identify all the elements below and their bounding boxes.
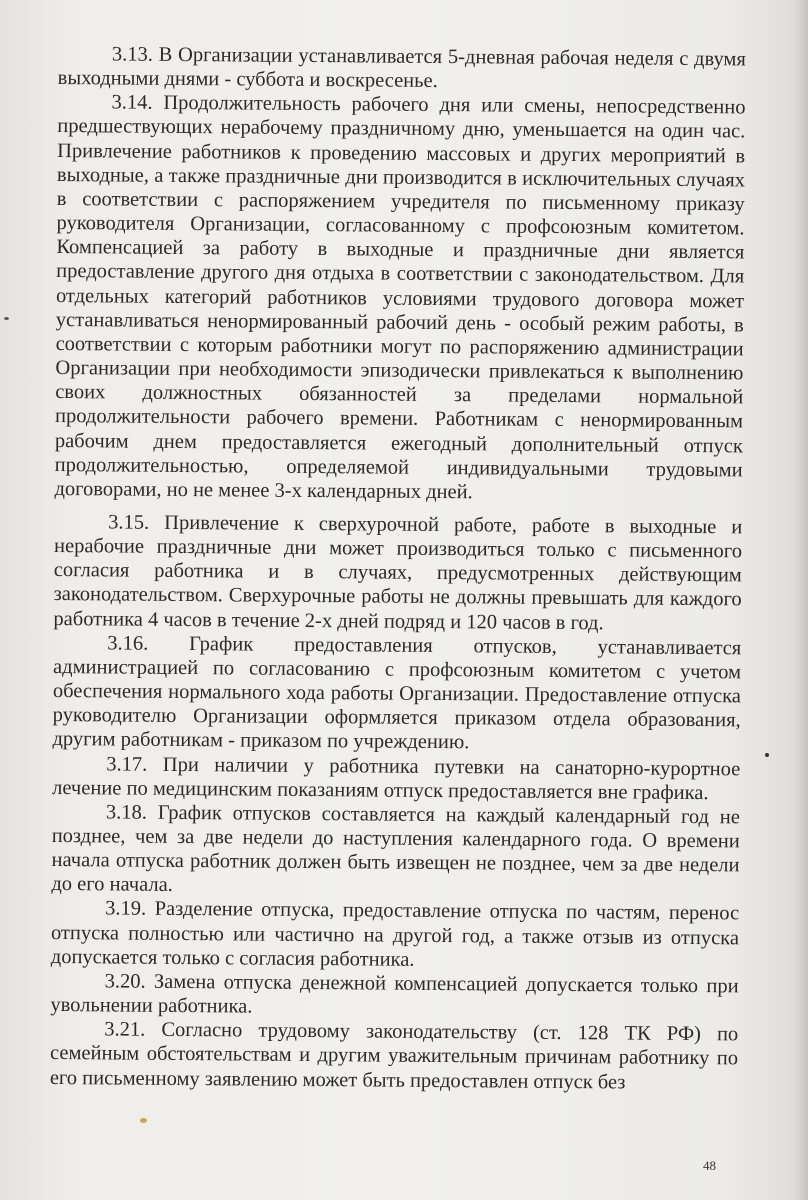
paragraph-3-18: 3.18. График отпусков составляется на каждый календарный год не позднее, чем за две недели до наступления календарного года. О времени начала отпуска работник должен быть извещен не позднее, чем за две недели до его начала. [51, 801, 741, 897]
paragraph-3-13: 3.13. В Организации устанавливается 5-дневная рабочая неделя с двумя выходными днями - суббота и воскресенье. [57, 43, 746, 93]
paragraph-3-15: 3.15. Привлечение к сверхурочной работе, работе в выходные и нерабочие праздничные дни может производиться только с письменного согласия работника и в случаях, предусмотренных действующим законодательством. Сверхурочные работы не должны превышать для каждого работника 4 часов в течение 2-х дней подряд и 120 часов в год. [53, 511, 743, 634]
scan-speck [140, 1118, 147, 1123]
scan-speck [765, 753, 769, 757]
scan-speck [4, 317, 9, 320]
document-body [50, 42, 746, 1095]
paragraph-3-20: 3.20. Замена отпуска денежной компенсацией допускается только при увольнении работника. [50, 970, 739, 1018]
paragraph-3-14: 3.14. Продолжительность рабочего дня или смены, непосредственно предшествующих нерабочему праздничному дню, уменьшается на один час. Привлечение работников к проведению массовых и других мероприятий в выходные, а также праздничные дни производится в исключительных случаях в соответствии с распоряжением учредителя по письменному приказу руководителя Организации, согласованному с профсоюзным комитетом. Компенсацией за работу в выходные и праздничные дни является предоставление другого дня отдыха в соответствии с законодательством. Для отдельных категорий работников условиями трудового договора может устанавливаться ненормированный рабочий день - особый режим работы, в соответствии с которым работники могут по распоряжению администрации Организации при необходимости эпизодически привлекаться к выполнению своих должностных обязанностей за пределами нормальной продолжительности рабочего времени. Работникам с ненормированным рабочим днем предоставляется ежегодный дополнительный отпуск продолжительностью, определяемой индивидуальными трудовыми договорами, но не менее 3-х календарных дней. [54, 91, 746, 504]
paragraph-3-21: 3.21. Согласно трудовому законодательству (ст. 128 ТК РФ) по семейным обстоятельствам и другим уважительным причинам работнику по его письменному заявлению может быть предоставлен отпуск без [49, 1018, 739, 1094]
paragraph-3-19: 3.19. Разделение отпуска, предоставление отпуска по частям, перенос отпуска полностью или частично на другой год, а также отзыв из отпуска допускается только с согласия работника. [50, 897, 740, 971]
paragraph-3-16: 3.16. График предоставления отпусков, устанавливается администрацией по согласованию с профсоюзным комитетом с учетом обеспечения нормального хода работы Организации. Предоставление отпуска руководителю Организации оформляется приказом отдела образования, другим работникам - приказом по учреждению. [52, 632, 742, 754]
page-edge-shadow [794, 0, 808, 1200]
page-number: 48 [703, 1158, 716, 1173]
paragraph-3-17: 3.17. При наличии у работника путевки на санаторно-курортное лечение по медицинским показаниям отпуск предоставляется вне графика. [52, 752, 741, 804]
